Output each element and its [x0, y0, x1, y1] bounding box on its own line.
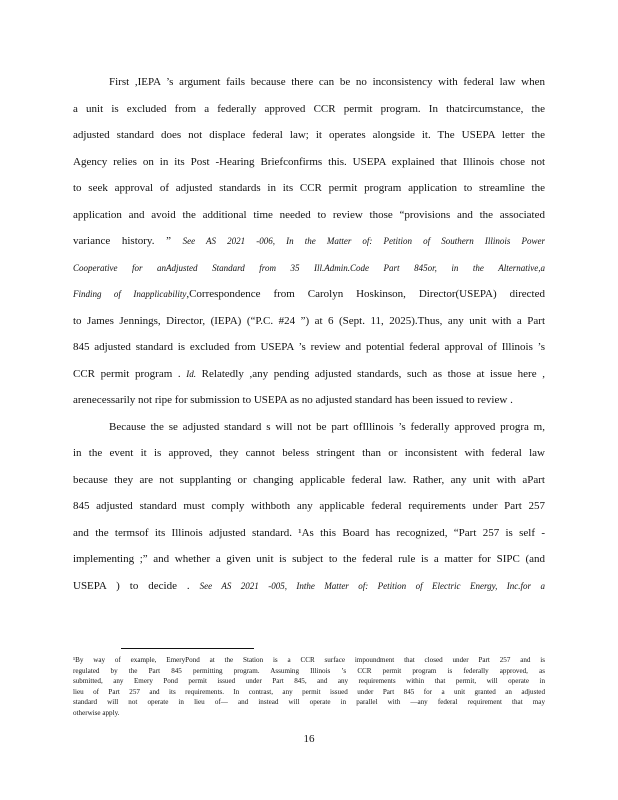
body-line: Because the se adjusted standard s will not be part ofIllinois ’s federally approved progra m, — [109, 420, 545, 433]
body-line: in the event it is approved, they cannot beless stringent than or inconsistent with federal law — [73, 447, 545, 459]
citation: See AS 2021 -005, Inthe Matter of: Petition of Electric Energy, Inc.for a — [199, 580, 545, 591]
body-line-text: CCR permit program . — [73, 367, 187, 380]
footnote-line: otherwise apply. — [73, 708, 120, 717]
footnotes — [73, 655, 545, 719]
body-line: First ,IEPA ’s argument fails because there can be no inconsistency with federal law when — [109, 76, 545, 88]
footnote-line: ¹By way of example, EmeryPond at the Station is a CCR surface impoundment that closed under Part 257 and is — [73, 656, 545, 664]
body-line: a unit is excluded from a federally approved CCR permit program. In thatcircumstance, the — [73, 102, 545, 115]
body-line: implementing ;” and whether a given unit is subject to the federal rule is a matter for SIPC (and — [73, 553, 545, 565]
body-line-text: USEPA ) to decide . — [73, 579, 200, 592]
footnote-line: submitted, any Emery Pond permit issued under Part 845, and any requirements within that permit, will operate in — [73, 677, 545, 686]
body-line: to seek approval of adjusted standards in its CCR permit program application to streamline the — [73, 182, 545, 194]
citation: See AS 2021 -006, In the Matter of: Petition of Southern Illinois Power — [182, 236, 545, 246]
citation: Finding of Inapplicability — [73, 289, 187, 299]
footnote-divider — [121, 648, 254, 649]
body-line: arenecessarily not ripe for submission to USEPA as no adjusted standard has been issued to review . — [73, 394, 513, 406]
body-line: 845 adjusted standard must comply withboth any applicable federal requirements under Part 257 — [73, 500, 545, 512]
body-line: 845 adjusted standard is excluded from USEPA ’s review and potential federal approval of Illinois ’s — [73, 341, 545, 353]
body-line — [73, 228, 545, 255]
body-line — [73, 573, 545, 600]
page-number: 16 — [303, 733, 315, 745]
body-line — [73, 281, 545, 308]
body-line-text: variance history. ” — [73, 235, 183, 247]
citation: Id. — [186, 368, 197, 379]
footnote-line: standard will not operate in lieu of— and instead will operate in parallel with —any federal requirement that may — [73, 698, 545, 707]
footnote-line: lieu of Part 257 and its requirements. In contrast, any permit issued under Part 845 for a unit granted an adjusted — [73, 687, 545, 696]
body-line: application and avoid the additional time needed to review those “provisions and the associated — [73, 208, 545, 221]
citation-line: Cooperative for anAdjusted Standard from 35 Ill.Admin.Code Part 845or, in the Alternative,a — [73, 262, 545, 273]
body-line: to James Jennings, Director, (IEPA) (“P.C. #24 ”) at 6 (Sept. 11, 2025).Thus, any unit with a Part — [73, 314, 545, 327]
body-line: and the termsof its Illinois adjusted standard. ¹As this Board has recognized, “Part 257 is self - — [73, 526, 545, 539]
body-line: Agency relies on in its Post -Hearing Briefconfirms this. USEPA explained that Illinois chose not — [73, 155, 545, 168]
body-line-text: ,Correspondence from Carolyn Hoskinson, Director(USEPA) directed — [186, 288, 545, 300]
body-line — [73, 361, 545, 388]
body-line: because they are not supplanting or changing applicable federal law. Rather, any unit with aPart — [73, 473, 545, 486]
body-line-text: Relatedly ,any pending adjusted standards, such as those at issue here , — [196, 367, 545, 380]
footnote-line: regulated by the Part 845 permitting program. Assuming Illinois ’s CCR permit program is federally approved, as — [73, 666, 545, 675]
body-text — [73, 69, 545, 599]
body-line: adjusted standard does not displace federal law; it operates alongside it. The USEPA letter the — [73, 129, 545, 141]
